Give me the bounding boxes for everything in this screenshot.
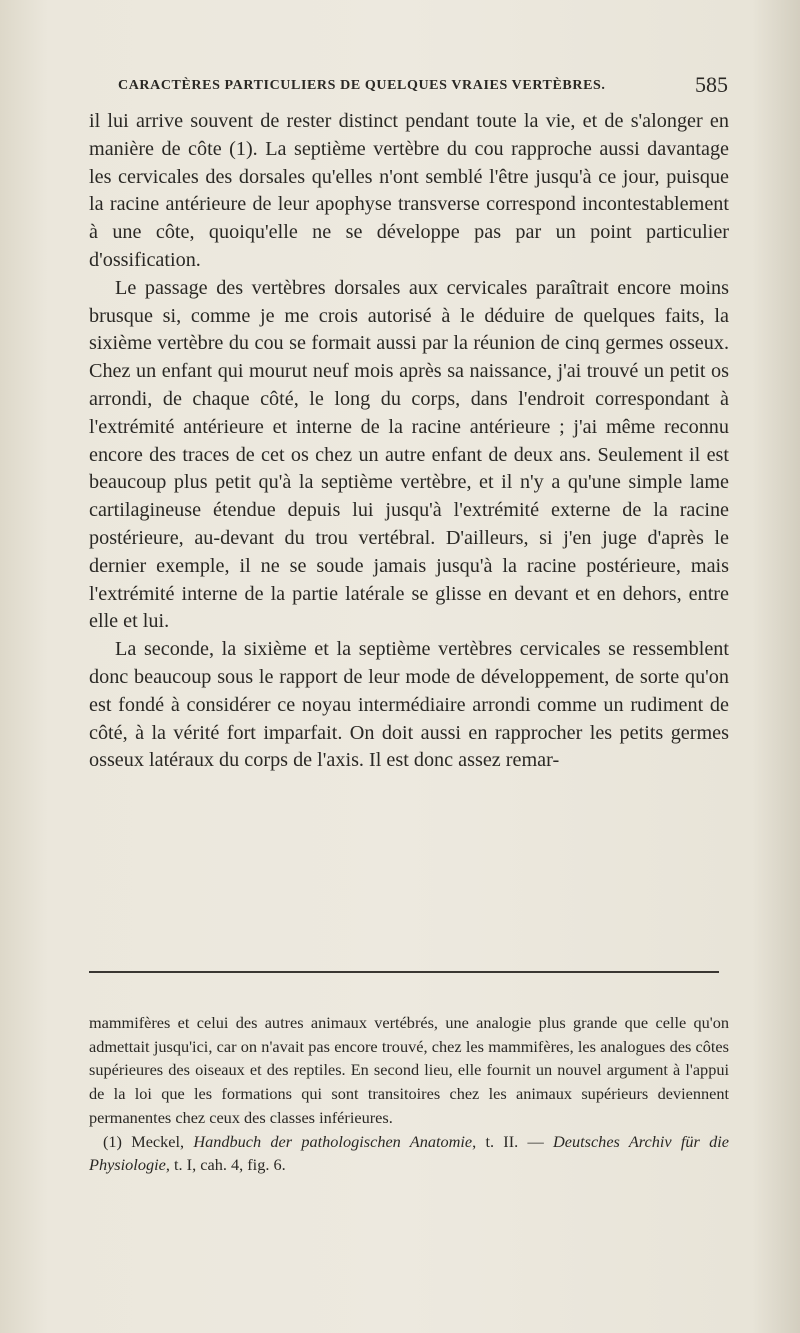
footnote-1 (89, 1130, 729, 1177)
page-number: 585 (695, 72, 728, 97)
footnote-continuation: mammifères et celui des autres animaux vertébrés, une analogie plus grande que celle qu'on admettait jusqu'ici, car on n'avait pas encore trouvé, chez les mammifères, les analogues des côtes supérieures des oiseaux et des reptiles. En second lieu, elle fournit un nouvel argument à l'appui de la loi que les formations qui sont transitoires chez les animaux supérieurs deviennent permanentes chez ceux des classes inférieures. (89, 1013, 729, 1127)
footnote-title-2: Deutsches Archiv für die Physiologie (89, 1131, 729, 1175)
running-title: CARACTÈRES PARTICULIERS DE QUELQUES VRAIES VERTÈBRES. (118, 78, 606, 93)
footnote-title-1: Handbuch der pathologischen Anatomie (193, 1131, 473, 1151)
footnote-ref-1: , t. II. — (472, 1131, 544, 1151)
footnotes (89, 1011, 729, 1177)
footnote-marker: (1) (103, 1131, 122, 1151)
footnote-ref-2: , t. I, cah. 4, fig. 6. (165, 1155, 286, 1175)
paragraph-1: il lui arrive souvent de rester distinct pendant toute la vie, et de s'alonger en manière de côte (1). La septième vertèbre du cou rapproche aussi davantage les cervicales des dorsales qu'elles n'ont semblé l'être jusqu'à ce jour, puisque la racine antérieure de leur apophyse transverse correspond incontestablement à une côte, quoiqu'elle ne se développe pas par un point particulier d'ossification. (89, 110, 729, 271)
paragraph-2: Le passage des vertèbres dorsales aux cervicales paraîtrait encore moins brusque si, comme je me crois autorisé à le déduire de quelques faits, la sixième vertèbre du cou se formait aussi par la réunion de cinq germes osseux. Chez un enfant qui mourut neuf mois après sa naissance, j'ai trouvé un petit os arrondi, de chaque côté, le long du corps, dans l'endroit correspondant à l'extrémité antérieure et interne de la racine antérieure ; j'ai même reconnu encore des traces de cet os chez un autre enfant de deux ans. Seulement il est beaucoup plus petit qu'à la septième vertèbre, et il n'y a qu'une simple lame cartilagineuse étendue depuis lui jusqu'à l'extrémité externe de la racine postérieure, au-devant du trou vertébral. D'ailleurs, si j'en juge d'après le dernier exemple, il ne se soude jamais jusqu'à la racine postérieure, mais l'extrémité interne de la partie latérale se glisse en devant et en dehors, entre elle et lui. (89, 276, 729, 633)
footnote-author: Meckel, (131, 1131, 185, 1151)
footnote-divider (89, 971, 719, 973)
paragraph-3: La seconde, la sixième et la septième vertèbres cervicales se ressemblent donc beaucoup sous le rapport de leur mode de développement, de sorte qu'on est fondé à considérer ce noyau intermédiaire arrondi comme un rudiment de côté, à la vérité fort imparfait. On doit aussi en rapprocher les petits germes osseux latéraux du corps de l'axis. Il est donc assez remar- (89, 638, 729, 772)
main-text (89, 108, 729, 775)
page-header (118, 72, 728, 102)
